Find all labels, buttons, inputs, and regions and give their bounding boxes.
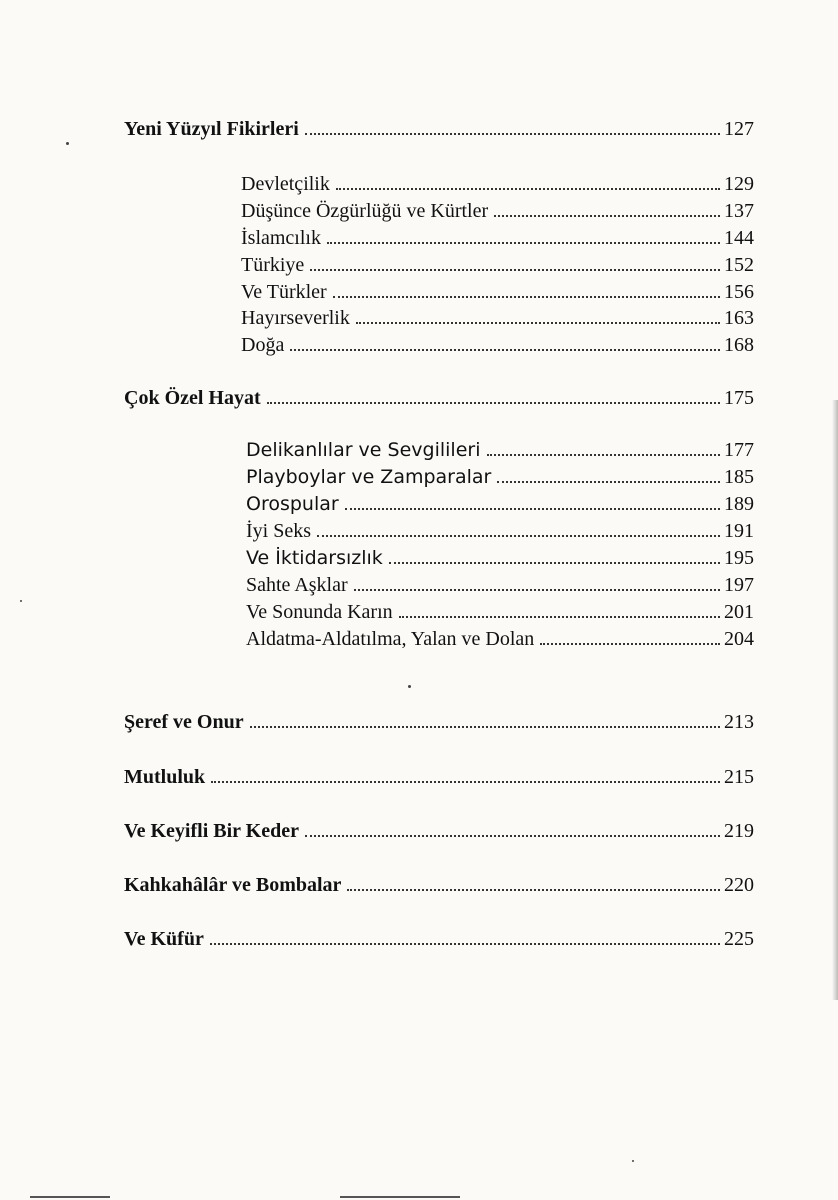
- toc-page-number: 220: [724, 874, 754, 896]
- toc-page-number: 144: [724, 227, 754, 249]
- toc-page-number: 191: [724, 520, 754, 542]
- toc-section-ve-keyifli-bir-keder[interactable]: [124, 818, 754, 844]
- dot-leader: [354, 589, 720, 591]
- dot-leader: [347, 889, 720, 891]
- scan-speck: [20, 600, 22, 602]
- toc-section-yeni-yuzyil-fikirleri[interactable]: [124, 116, 754, 142]
- toc-title: Yeni Yüzyıl Fikirleri: [124, 118, 299, 140]
- toc-title: Devletçilik: [241, 173, 330, 195]
- toc-item-aldatma-aldatilma[interactable]: [246, 626, 754, 652]
- toc-title: Ve İktidarsızlık: [246, 547, 383, 569]
- dot-leader: [327, 242, 720, 244]
- toc-item-playboylar[interactable]: [246, 464, 754, 490]
- toc-title: Sahte Aşklar: [246, 574, 348, 596]
- toc-page-number: 204: [724, 628, 754, 650]
- toc-page-number: 197: [724, 574, 754, 596]
- toc-title: İyi Seks: [246, 520, 311, 542]
- toc-item-ve-sonunda-karin[interactable]: [246, 599, 754, 625]
- dot-leader: [345, 508, 720, 510]
- toc-title: Çok Özel Hayat: [124, 387, 261, 409]
- toc-item-devletcilik[interactable]: [241, 171, 754, 197]
- toc-title: Ve Keyifli Bir Keder: [124, 820, 299, 842]
- scan-edge-shadow: [832, 400, 838, 1000]
- dot-leader: [317, 535, 720, 537]
- dot-leader: [210, 943, 720, 945]
- dot-leader: [389, 562, 720, 564]
- toc-item-orospular[interactable]: [246, 491, 754, 517]
- toc-title: Türkiye: [241, 254, 305, 276]
- dot-leader: [305, 133, 720, 135]
- toc-title: Kahkahâlâr ve Bombalar: [124, 874, 342, 896]
- toc-title: Aldatma-Aldatılma, Yalan ve Dolan: [246, 628, 535, 650]
- dot-leader: [494, 215, 720, 217]
- toc-page-number: 201: [724, 601, 754, 623]
- toc-item-turkiye[interactable]: [241, 252, 754, 278]
- dot-leader: [310, 269, 720, 271]
- toc-section-cok-ozel-hayat[interactable]: [124, 385, 754, 411]
- toc-title: Ve Sonunda Karın: [246, 601, 393, 623]
- dot-leader: [211, 781, 720, 783]
- toc-title: Ve Küfür: [124, 928, 204, 950]
- toc-section-mutluluk[interactable]: [124, 764, 754, 790]
- toc-item-ve-iktidarsizlik[interactable]: [246, 545, 754, 571]
- toc-page-number: 127: [724, 118, 754, 140]
- dot-leader: [356, 322, 720, 324]
- toc-page-number: 163: [724, 307, 754, 329]
- toc-title: Orospular: [246, 493, 339, 515]
- toc-item-sahte-asklar[interactable]: [246, 572, 754, 598]
- dot-leader: [487, 454, 721, 456]
- dot-leader: [333, 296, 720, 298]
- dot-leader: [267, 402, 720, 404]
- toc-title: Playboylar ve Zamparalar: [246, 466, 492, 488]
- toc-page-number: 152: [724, 254, 754, 276]
- dot-leader: [497, 481, 720, 483]
- toc-page-number: 195: [724, 547, 754, 569]
- dot-leader: [305, 835, 720, 837]
- toc-page-number: 137: [724, 200, 754, 222]
- dot-leader: [540, 643, 720, 645]
- toc-item-ve-turkler[interactable]: [241, 279, 754, 305]
- toc-item-islamcilik[interactable]: [241, 225, 754, 251]
- toc-page-number: 177: [724, 439, 754, 461]
- toc-section-kahkahalar-ve-bombalar[interactable]: [124, 872, 754, 898]
- toc-page-number: 175: [724, 387, 754, 409]
- toc-page-number: 129: [724, 173, 754, 195]
- toc-section-seref-ve-onur[interactable]: [124, 709, 754, 735]
- toc-page-number: 185: [724, 466, 754, 488]
- toc-title: Şeref ve Onur: [124, 711, 244, 733]
- toc-title: İslamcılık: [241, 227, 321, 249]
- toc-page-number: 168: [724, 334, 754, 356]
- scan-bottom-line: [340, 1196, 460, 1198]
- toc-title: Hayırseverlik: [241, 307, 350, 329]
- dot-leader: [399, 616, 720, 618]
- toc-page-number: 225: [724, 928, 754, 950]
- toc-item-hayirseverlik[interactable]: [241, 305, 754, 331]
- dot-leader: [290, 349, 720, 351]
- toc-page-number: 215: [724, 766, 754, 788]
- toc-item-dusunce-ozgurlugu[interactable]: [241, 198, 754, 224]
- toc-section-ve-kufur[interactable]: [124, 926, 754, 952]
- toc-page-number: 156: [724, 281, 754, 303]
- toc-title: Mutluluk: [124, 766, 206, 788]
- scan-speck: [632, 1160, 634, 1162]
- toc-item-iyi-seks[interactable]: [246, 518, 754, 544]
- dot-leader: [250, 726, 720, 728]
- toc-page-number: 189: [724, 493, 754, 515]
- scan-speck: [66, 142, 69, 145]
- toc-title: Doğa: [241, 334, 285, 356]
- toc-item-delikanlilar[interactable]: [246, 437, 754, 463]
- dot-leader: [336, 188, 720, 190]
- scan-speck: [408, 685, 411, 688]
- toc-title: Delikanlılar ve Sevgilileri: [246, 439, 481, 461]
- toc-title: Düşünce Özgürlüğü ve Kürtler: [241, 200, 489, 222]
- toc-page-number: 213: [724, 711, 754, 733]
- toc-title: Ve Türkler: [241, 281, 327, 303]
- scan-bottom-line: [30, 1196, 110, 1198]
- toc-page-number: 219: [724, 820, 754, 842]
- toc-item-doga[interactable]: [241, 332, 754, 358]
